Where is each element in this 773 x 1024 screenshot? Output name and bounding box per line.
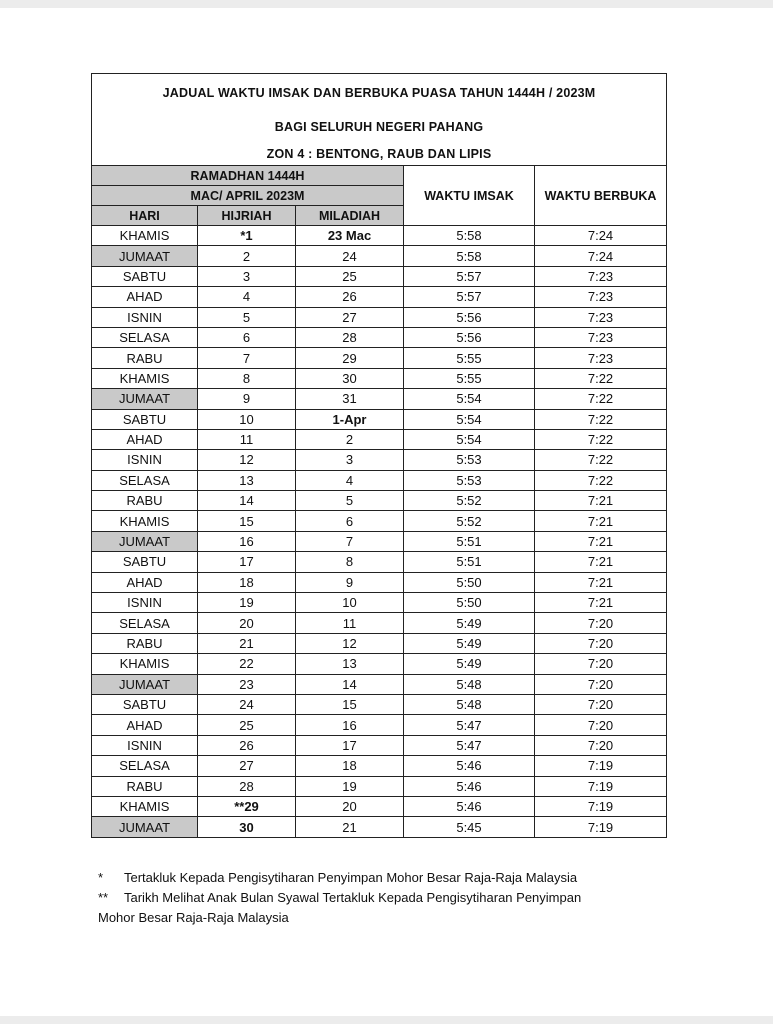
cell-miladiah: 18	[296, 756, 404, 776]
cell-berbuka: 7:20	[535, 715, 667, 735]
cell-berbuka: 7:22	[535, 450, 667, 470]
table-row	[92, 226, 667, 246]
cell-berbuka: 7:23	[535, 307, 667, 327]
cell-hijriah: 11	[198, 429, 296, 449]
cell-miladiah: 15	[296, 694, 404, 714]
cell-hijriah: 14	[198, 491, 296, 511]
table-row	[92, 613, 667, 633]
table-row	[92, 735, 667, 755]
cell-hijriah: 8	[198, 368, 296, 388]
cell-imsak: 5:52	[404, 491, 535, 511]
table-row	[92, 307, 667, 327]
cell-hijriah: 30	[198, 817, 296, 837]
cell-hijriah: 16	[198, 531, 296, 551]
cell-berbuka: 7:22	[535, 470, 667, 490]
cell-hari: RABU	[92, 348, 198, 368]
cell-hari: SELASA	[92, 756, 198, 776]
cell-hari: SABTU	[92, 409, 198, 429]
cell-miladiah: 2	[296, 429, 404, 449]
cell-hari: SELASA	[92, 470, 198, 490]
cell-hijriah: 6	[198, 327, 296, 347]
cell-hari: RABU	[92, 776, 198, 796]
table-row	[92, 796, 667, 816]
cell-hari: AHAD	[92, 572, 198, 592]
table-row	[92, 674, 667, 694]
schedule-table	[91, 73, 667, 838]
cell-miladiah: 6	[296, 511, 404, 531]
cell-imsak: 5:51	[404, 531, 535, 551]
cell-hari: RABU	[92, 491, 198, 511]
header-waktu-berbuka: WAKTU BERBUKA	[535, 166, 667, 226]
cell-hari: ISNIN	[92, 593, 198, 613]
cell-miladiah: 13	[296, 654, 404, 674]
header-mac-april: MAC/ APRIL 2023M	[92, 186, 404, 206]
cell-hijriah: *1	[198, 226, 296, 246]
cell-miladiah: 31	[296, 389, 404, 409]
table-row	[92, 654, 667, 674]
cell-hari: JUMAAT	[92, 389, 198, 409]
cell-hijriah: 26	[198, 735, 296, 755]
bottom-edge-strip	[0, 1016, 773, 1024]
cell-imsak: 5:57	[404, 287, 535, 307]
cell-hari: SABTU	[92, 552, 198, 572]
cell-hijriah: 27	[198, 756, 296, 776]
table-row	[92, 531, 667, 551]
cell-imsak: 5:48	[404, 694, 535, 714]
cell-imsak: 5:54	[404, 389, 535, 409]
cell-hari: SABTU	[92, 694, 198, 714]
cell-hari: SELASA	[92, 613, 198, 633]
cell-hijriah: 22	[198, 654, 296, 674]
table-row	[92, 756, 667, 776]
cell-imsak: 5:56	[404, 327, 535, 347]
cell-berbuka: 7:22	[535, 368, 667, 388]
cell-hari: JUMAAT	[92, 531, 198, 551]
cell-berbuka: 7:20	[535, 735, 667, 755]
cell-hari: SABTU	[92, 266, 198, 286]
cell-hari: AHAD	[92, 287, 198, 307]
table-row	[92, 572, 667, 592]
cell-miladiah: 5	[296, 491, 404, 511]
cell-imsak: 5:55	[404, 368, 535, 388]
cell-hari: JUMAAT	[92, 246, 198, 266]
cell-miladiah: 27	[296, 307, 404, 327]
table-row	[92, 817, 667, 837]
table-row	[92, 511, 667, 531]
table-row	[92, 368, 667, 388]
cell-berbuka: 7:22	[535, 389, 667, 409]
cell-imsak: 5:50	[404, 572, 535, 592]
table-row	[92, 389, 667, 409]
cell-berbuka: 7:23	[535, 348, 667, 368]
cell-berbuka: 7:23	[535, 266, 667, 286]
cell-berbuka: 7:21	[535, 572, 667, 592]
footnote-1	[98, 868, 698, 888]
cell-imsak: 5:57	[404, 266, 535, 286]
cell-imsak: 5:47	[404, 715, 535, 735]
cell-berbuka: 7:20	[535, 674, 667, 694]
cell-imsak: 5:49	[404, 613, 535, 633]
header-miladiah: MILADIAH	[296, 206, 404, 226]
footnote-2-continued-text: Mohor Besar Raja-Raja Malaysia	[98, 910, 289, 925]
cell-imsak: 5:58	[404, 226, 535, 246]
footnote-2-mark: **	[98, 890, 109, 905]
cell-imsak: 5:49	[404, 654, 535, 674]
cell-hijriah: 21	[198, 633, 296, 653]
cell-imsak: 5:58	[404, 246, 535, 266]
table-row	[92, 776, 667, 796]
cell-hijriah: 2	[198, 246, 296, 266]
table-row	[92, 287, 667, 307]
cell-hari: KHAMIS	[92, 654, 198, 674]
cell-miladiah: 17	[296, 735, 404, 755]
cell-hijriah: 12	[198, 450, 296, 470]
cell-miladiah: 3	[296, 450, 404, 470]
cell-hari: ISNIN	[92, 735, 198, 755]
cell-imsak: 5:50	[404, 593, 535, 613]
cell-hijriah: 25	[198, 715, 296, 735]
cell-imsak: 5:54	[404, 429, 535, 449]
cell-miladiah: 4	[296, 470, 404, 490]
cell-hijriah: 15	[198, 511, 296, 531]
cell-berbuka: 7:19	[535, 756, 667, 776]
cell-hijriah: 9	[198, 389, 296, 409]
cell-miladiah: 21	[296, 817, 404, 837]
cell-miladiah: 1-Apr	[296, 409, 404, 429]
table-row	[92, 552, 667, 572]
cell-imsak: 5:54	[404, 409, 535, 429]
table-row	[92, 715, 667, 735]
footnote-1-text: Tertakluk Kepada Pengisytiharan Penyimpan Mohor Besar Raja-Raja Malaysia	[124, 870, 578, 885]
cell-imsak: 5:53	[404, 450, 535, 470]
cell-berbuka: 7:22	[535, 409, 667, 429]
cell-berbuka: 7:21	[535, 552, 667, 572]
cell-imsak: 5:49	[404, 633, 535, 653]
table-row	[92, 266, 667, 286]
cell-berbuka: 7:21	[535, 593, 667, 613]
cell-hijriah: 17	[198, 552, 296, 572]
cell-berbuka: 7:20	[535, 654, 667, 674]
cell-berbuka: 7:23	[535, 327, 667, 347]
table-row	[92, 694, 667, 714]
cell-hari: KHAMIS	[92, 511, 198, 531]
cell-berbuka: 7:19	[535, 796, 667, 816]
footnote-2-text: Tarikh Melihat Anak Bulan Syawal Tertakluk Kepada Pengisytiharan Penyimpan	[124, 890, 582, 905]
cell-hari: AHAD	[92, 715, 198, 735]
cell-berbuka: 7:20	[535, 633, 667, 653]
cell-hijriah: **29	[198, 796, 296, 816]
cell-miladiah: 19	[296, 776, 404, 796]
cell-berbuka: 7:21	[535, 491, 667, 511]
cell-imsak: 5:51	[404, 552, 535, 572]
cell-imsak: 5:48	[404, 674, 535, 694]
cell-berbuka: 7:20	[535, 613, 667, 633]
cell-hijriah: 3	[198, 266, 296, 286]
cell-hijriah: 24	[198, 694, 296, 714]
cell-hijriah: 7	[198, 348, 296, 368]
cell-miladiah: 12	[296, 633, 404, 653]
footnote-2	[98, 888, 698, 908]
table-row	[92, 491, 667, 511]
cell-berbuka: 7:20	[535, 694, 667, 714]
cell-miladiah: 8	[296, 552, 404, 572]
cell-imsak: 5:45	[404, 817, 535, 837]
cell-miladiah: 30	[296, 368, 404, 388]
cell-miladiah: 23 Mac	[296, 226, 404, 246]
header-ramadhan: RAMADHAN 1444H	[92, 166, 404, 186]
cell-berbuka: 7:22	[535, 429, 667, 449]
table-row	[92, 470, 667, 490]
cell-miladiah: 25	[296, 266, 404, 286]
cell-berbuka: 7:21	[535, 511, 667, 531]
cell-berbuka: 7:24	[535, 226, 667, 246]
cell-hijriah: 18	[198, 572, 296, 592]
cell-imsak: 5:56	[404, 307, 535, 327]
cell-imsak: 5:46	[404, 796, 535, 816]
table-row	[92, 327, 667, 347]
cell-hijriah: 13	[198, 470, 296, 490]
title-line-2: BAGI SELURUH NEGERI PAHANG	[92, 112, 667, 142]
cell-hijriah: 20	[198, 613, 296, 633]
cell-miladiah: 7	[296, 531, 404, 551]
cell-berbuka: 7:24	[535, 246, 667, 266]
cell-hari: JUMAAT	[92, 817, 198, 837]
cell-hari: AHAD	[92, 429, 198, 449]
footnote-1-mark: *	[98, 870, 104, 885]
cell-hari: JUMAAT	[92, 674, 198, 694]
cell-imsak: 5:46	[404, 776, 535, 796]
cell-hijriah: 28	[198, 776, 296, 796]
table-row	[92, 633, 667, 653]
table-row	[92, 348, 667, 368]
top-edge-strip	[0, 0, 773, 8]
cell-berbuka: 7:19	[535, 817, 667, 837]
cell-berbuka: 7:19	[535, 776, 667, 796]
cell-hijriah: 23	[198, 674, 296, 694]
table-row	[92, 409, 667, 429]
header-hari: HARI	[92, 206, 198, 226]
cell-hari: KHAMIS	[92, 796, 198, 816]
cell-berbuka: 7:23	[535, 287, 667, 307]
header-waktu-imsak: WAKTU IMSAK	[404, 166, 535, 226]
cell-imsak: 5:55	[404, 348, 535, 368]
title-line-3: ZON 4 : BENTONG, RAUB DAN LIPIS	[92, 142, 667, 166]
cell-miladiah: 28	[296, 327, 404, 347]
cell-miladiah: 16	[296, 715, 404, 735]
cell-hijriah: 5	[198, 307, 296, 327]
cell-miladiah: 20	[296, 796, 404, 816]
table-row	[92, 429, 667, 449]
cell-hari: RABU	[92, 633, 198, 653]
cell-hari: KHAMIS	[92, 226, 198, 246]
cell-hijriah: 4	[198, 287, 296, 307]
cell-hari: SELASA	[92, 327, 198, 347]
cell-imsak: 5:52	[404, 511, 535, 531]
title-line-1: JADUAL WAKTU IMSAK DAN BERBUKA PUASA TAHUN 1444H / 2023M	[92, 74, 667, 113]
cell-miladiah: 24	[296, 246, 404, 266]
cell-miladiah: 29	[296, 348, 404, 368]
cell-miladiah: 9	[296, 572, 404, 592]
cell-berbuka: 7:21	[535, 531, 667, 551]
table-row	[92, 246, 667, 266]
cell-imsak: 5:46	[404, 756, 535, 776]
cell-hari: ISNIN	[92, 307, 198, 327]
cell-miladiah: 11	[296, 613, 404, 633]
cell-hijriah: 19	[198, 593, 296, 613]
footnotes	[98, 868, 698, 928]
cell-hijriah: 10	[198, 409, 296, 429]
table-row	[92, 593, 667, 613]
cell-hari: ISNIN	[92, 450, 198, 470]
cell-hari: KHAMIS	[92, 368, 198, 388]
cell-miladiah: 14	[296, 674, 404, 694]
cell-imsak: 5:47	[404, 735, 535, 755]
table-row	[92, 450, 667, 470]
cell-imsak: 5:53	[404, 470, 535, 490]
header-hijriah: HIJRIAH	[198, 206, 296, 226]
footnote-2-continued	[98, 908, 698, 928]
cell-miladiah: 26	[296, 287, 404, 307]
cell-miladiah: 10	[296, 593, 404, 613]
